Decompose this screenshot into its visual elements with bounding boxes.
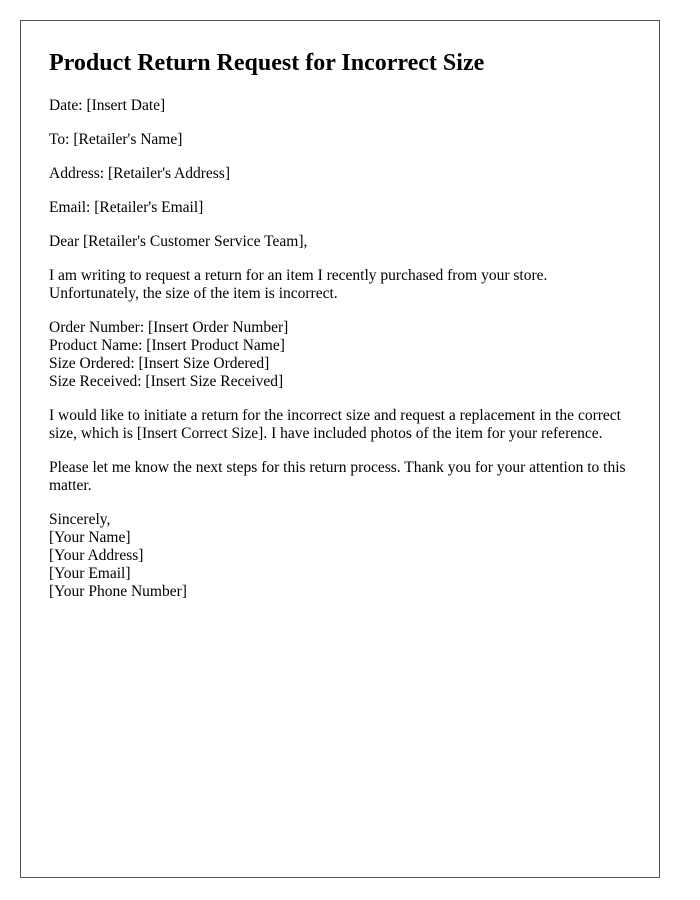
recipient-email-line: Email: [Retailer's Email] (49, 199, 204, 216)
closing-paragraph: Please let me know the next steps for this return process. Thank you for your attention to this matter. (49, 459, 626, 494)
salutation: Dear [Retailer's Customer Service Team], (49, 233, 308, 250)
recipient-name-line: To: [Retailer's Name] (49, 131, 183, 148)
order-details (49, 319, 639, 391)
size-ordered: Size Ordered: [Insert Size Ordered] (49, 355, 270, 372)
order-number: Order Number: [Insert Order Number] (49, 319, 289, 336)
signature-email: [Your Email] (49, 565, 131, 582)
signature-address: [Your Address] (49, 547, 144, 564)
signature-block (49, 511, 639, 601)
request-paragraph: I would like to initiate a return for the incorrect size and request a replacement in the correct size, which is [Insert Correct Size]. I have included photos of the item for your reference. (49, 407, 621, 442)
page-title: Product Return Request for Incorrect Size (49, 50, 485, 76)
product-name: Product Name: [Insert Product Name] (49, 337, 285, 354)
letter-page (20, 20, 660, 878)
letter-content (49, 49, 639, 617)
signature-phone: [Your Phone Number] (49, 583, 187, 600)
date-line: Date: [Insert Date] (49, 97, 166, 114)
signature-closing: Sincerely, (49, 511, 111, 528)
intro-paragraph: I am writing to request a return for an item I recently purchased from your store. Unfortunately, the size of the item is incorrect. (49, 267, 548, 302)
size-received: Size Received: [Insert Size Received] (49, 373, 284, 390)
recipient-address-line: Address: [Retailer's Address] (49, 165, 231, 182)
signature-name: [Your Name] (49, 529, 131, 546)
